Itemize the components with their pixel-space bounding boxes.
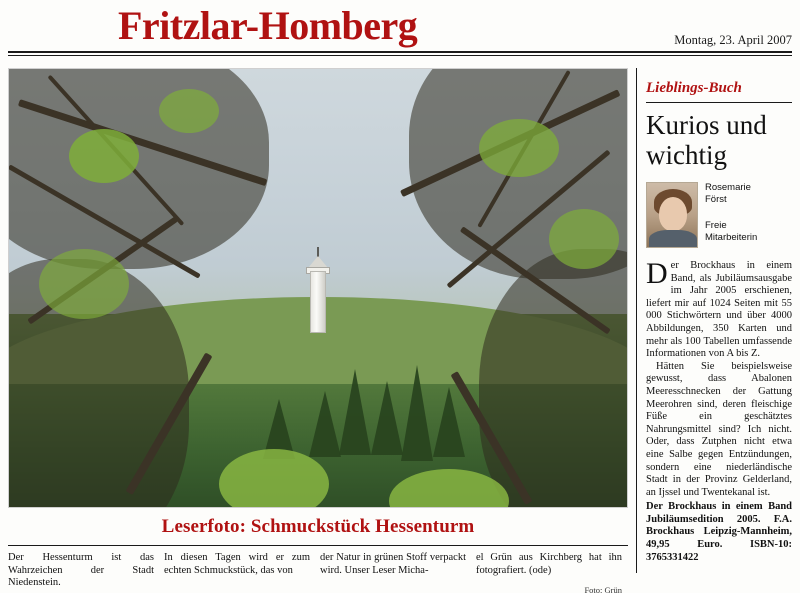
photo-headline: Leserfoto: Schmuckstück Hessenturm [161, 516, 475, 537]
sidebar-paragraph-3: Der Brockhaus in einem Band Jubiläumsedition 2005. F.A. Brockhaus Leipzig-Mannheim, 49,95 Euro. ISBN-10: 3765331422 [646, 501, 792, 563]
masthead-rule-thin [8, 55, 792, 56]
leaf-cluster [479, 119, 559, 177]
page-title: Fritzlar-Homberg [118, 3, 418, 48]
sidebar-rule [646, 102, 792, 103]
leaf-cluster [69, 129, 139, 183]
leaf-cluster [219, 449, 329, 508]
column-divider [636, 68, 637, 573]
sidebar-body [646, 257, 792, 564]
caption-text: el Grün aus Kirchberg hat ihn fotografiert. (ode) [476, 552, 622, 576]
masthead-rule-thick [8, 51, 792, 53]
sidebar-lieblings-buch [646, 68, 792, 564]
sidebar-title: Kurios und wichtig [646, 110, 767, 170]
leaf-cluster [159, 89, 219, 133]
author-meta [705, 182, 757, 244]
avatar-shoulders [649, 230, 697, 248]
author-role-line2: Mitarbeiterin [705, 232, 758, 243]
caption-column: der Natur in grünen Stoff verpackt wird. Unser Leser Micha- [320, 552, 466, 576]
masthead [0, 0, 800, 58]
author-block [646, 182, 792, 248]
caption-column-last [476, 552, 622, 597]
leaf-cluster [39, 249, 129, 319]
drop-cap: D [646, 257, 668, 290]
hessenturm-photo [8, 68, 628, 508]
photo-caption [8, 552, 628, 597]
author-name-line2: Först [705, 194, 727, 205]
leaf-cluster [549, 209, 619, 269]
tree-canopy-overlay [9, 69, 627, 507]
foliage-mass [479, 249, 628, 508]
caption-column: In diesen Tagen wird er zum echten Schmuckstück, das von [164, 552, 310, 576]
main-column [8, 68, 628, 597]
caption-rule [8, 545, 628, 546]
author-role-line1: Freie [705, 220, 727, 231]
author-name-line1: Rosemarie [705, 182, 751, 193]
avatar [646, 182, 698, 248]
caption-column: Der Hessenturm ist das Wahrzeichen der Stadt Niedenstein. [8, 552, 154, 588]
sidebar-paragraph-1 [646, 257, 792, 361]
sidebar-paragraph-2: Hätten Sie beispielsweise gewusst, dass Abalonen Meeresschnecken der Gattung Meerohren sind, deren fleischige Füße ein geschätztes Nahrungsmittel sind? Ich nicht. Oder, dass Zutphen nicht etwa eine Salbe gegen Entzündungen, sondern eine niederländische Stadt in der Provinz Gelderland, an Ijssel und Twentekanal ist. [646, 360, 792, 498]
sidebar-kicker: Lieblings-Buch [646, 80, 742, 96]
sidebar-paragraph-1-text: er Brockhaus in einem Band, als Jubiläumsausgabe im Jahr 2005 erschienen, liefert mir auf 1024 Seiten mit 55 000 Stichwörtern und über 4000 Abbildungen, 350 Karten und mehr als 100 Tabellen umfassende Informationen von A bis Z. [646, 260, 792, 360]
photo-credit: Foto: Grün [584, 585, 622, 595]
avatar-face [659, 197, 687, 231]
issue-date: Montag, 23. April 2007 [674, 33, 792, 47]
